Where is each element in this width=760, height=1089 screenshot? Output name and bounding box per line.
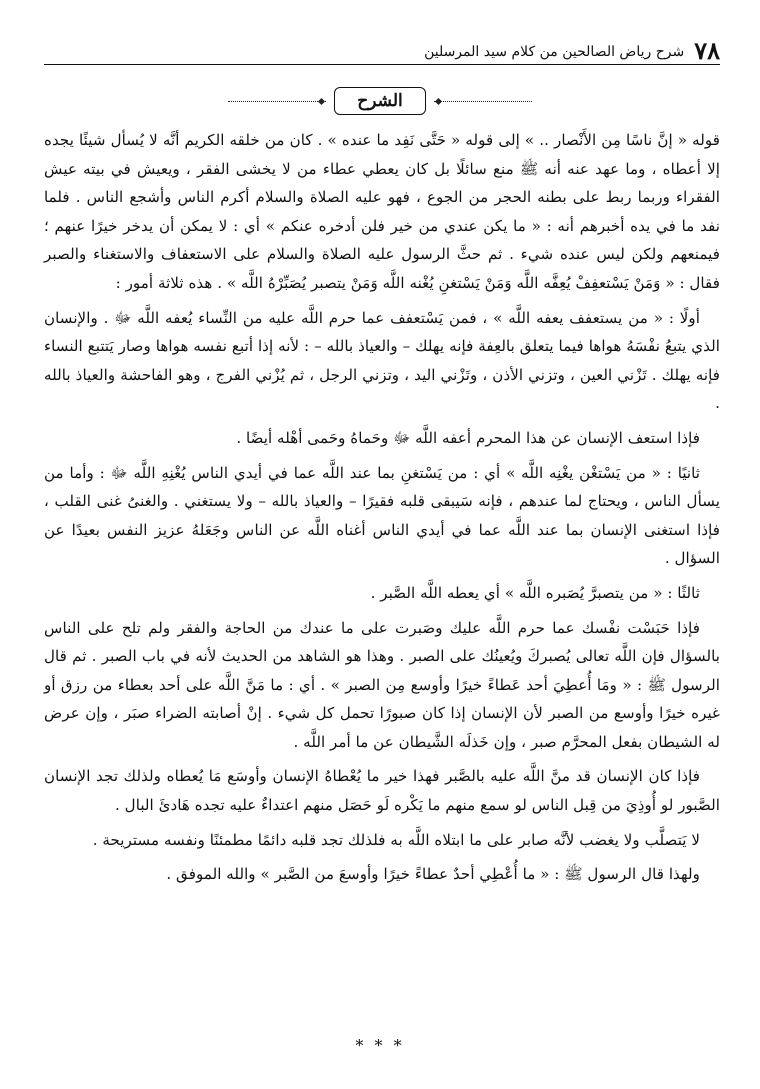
page-number: ٧٨ <box>694 36 720 65</box>
ornament-divider <box>434 101 532 102</box>
paragraph-intro: قوله « إنَّ ناسًا مِن الأَنْصار .. » إلى قوله « حَتَّى نَفِد ما عنده » . كان من خلقه الكريم أنَّه لا يُسأل شيئًا يجده إلا أعطاه ، وما عهد عنه أنه ﷺ منع سائلًا بل كان يعطي عطاء من لا يخشى الفقر ، ويعيش في بيته عيش الفقراء وربما ربط على بطنه الحجر من الجوع ، فهو عليه الصلاة والسلام أكرم الناس وأشجع الناس . فلما نفد ما في يده أخبرهم أنه : « ما يكن عندي من خير فلن أدخره عنكم » أي : لا يمكن أن يدخر خيرًا عنهم ؛ فيمنعهم ولكن ليس عنده شيء . ثم حثَّ الرسول عليه الصلاة والسلام على الاستعفاف والاستغناء والصبر فقال : « وَمَنْ يَسْتعفِفْ يُعِفَّه اللَّه وَمَنْ يَسْتغنِ يُغْنه اللَّه وَمَنْ يتصبر يُصَبِّرْهُ اللَّه » . هذه ثلاثة أمور : <box>44 131 720 292</box>
page-header <box>44 36 720 65</box>
paragraph-patience: فإذا حَبَسْت نفْسك عما حرم اللَّه عليك وصَبرت على ما عندك من الحاجة والفقر ولم تلح على الناس بالسؤال فإن اللَّه تعالى يُصبركَ ويُعينُك على الصبر . وهذا هو الشاهد من الحديث لأنه في باب الصبر . ثم قال الرسول ﷺ : « ومَا أُعطِيَ أحد عَطاءً خيرًا وأوسع مِن الصبر » . أي : ما مَنَّ اللَّه على أحد بعطاء من رزق أو غيره خيرًا وأوسع من الصبر لأن الإنسان إذا كان صبورًا تحمل كل شيء . إنْ أصابته الضراء صبَر ، وإن عرض له الشيطان بفعل المحرَّم صبر ، وإن خَذلَه الشَّيطان عن ما أمر اللَّه . <box>44 618 720 751</box>
paragraph-third-point: ثالثًا : « من يتصبرَّ يُصَبره اللَّه » أي يعطه اللَّه الصَّبر . <box>370 583 700 602</box>
paragraph-second-point: ثانيًا : « من يَسْتغْن يغْنِه اللَّه » أي : من يَسْتغنِ بما عند اللَّه عما في أيدي الناس يُغْنِهِ اللَّه ﷻ : وأما من يسأل الناس ، ويحتاج لما عندهم ، فإنه سَيبقى قلبه فقيرًا – والعياذ بالله – ولا يستغني . والغنىُ غنى القلب ، فإذا استغنى الإنسان بما عند اللَّه عما في أيدي الناس أغناه اللَّه عن الناس وجَعَلهُ عزيز النفس بعيدًا عن السؤال . <box>44 463 720 568</box>
paragraph-chastity: فإذا استعف الإنسان عن هذا المحرم أعفه اللَّه ﷻ وحَماهُ وحَمى أهْله أيضًا . <box>236 428 700 447</box>
paragraph-calm: لا يَتصلَّب ولا يغضب لأنَّه صابر على ما ابتلاه اللَّه به فلذلك تجد قلبه دائمًا مطمئنًا ونفسه مستريحة . <box>92 830 700 849</box>
paragraph-first-point: أولًا : « من يستعفف يعفه اللَّه » ، فمن يَسْتعفف عما حرم اللَّه عليه من النِّساء يُعفه اللَّه ﷻ . والإنسان الذي يتبعُ نفْسَهُ هواها فيما يتعلق بالعِفة فإنه يهلك – والعياذ بالله – : لأنه إذا أتبع نفسه هواها وصار يَتتبع النساء فإنه يهلك . تَزْني العين ، وتزني الأذن ، وتَزْني اليد ، وتزني الرجل ، ثم يُزْني الفرج ، وهو الفاحشة والعياذ بالله . <box>44 308 720 413</box>
section-end-mark: * * * <box>355 1036 405 1055</box>
section-heading <box>0 84 760 118</box>
commentary-body <box>44 126 720 895</box>
paragraph-patient-person: فإذا كان الإنسان قد منَّ اللَّه عليه بالصَّبر فهذا خير ما يُعْطاهُ الإنسان وأوسَع مَا يُعطاه ولذلك تجد الإنسان الصَّبور لو أُوذِيَ من قِبل الناس لو سمع منهم ما يَكْره لَو حَصَل منهم اعتداءٌ عليه تجده هَادئَ البال . <box>44 767 720 815</box>
ornament-divider <box>228 101 326 102</box>
running-title: شرح رياض الصالحين من كلام سيد المرسلين <box>424 44 685 60</box>
section-title: الشرح <box>334 87 425 115</box>
paragraph-conclusion: ولهذا قال الرسول ﷺ : « ما أُعْطِي أحدٌ عطاءً خيرًا وأوسعَ من الصَّبر » والله الموفق . <box>166 865 700 884</box>
